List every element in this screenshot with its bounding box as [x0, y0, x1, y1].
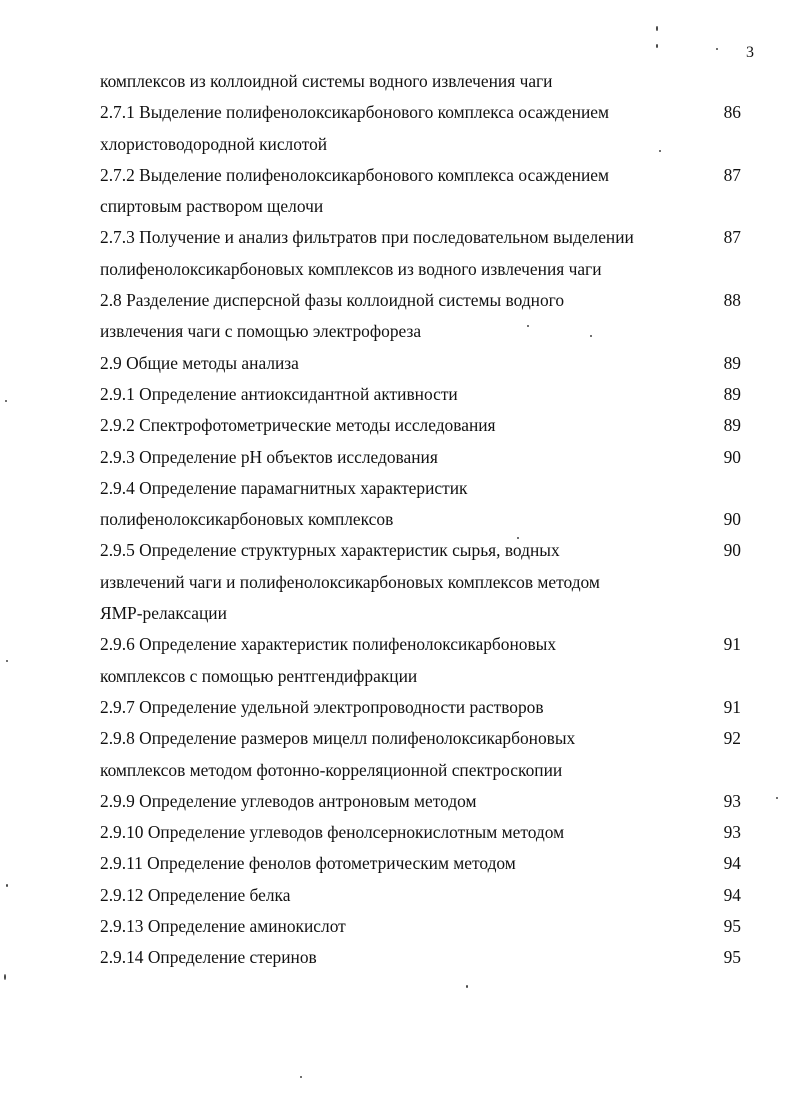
toc-entry-page: 89 [723, 383, 741, 404]
toc-entry-text: 2.9.10 Определение углеводов фенолсернокислотным методом [100, 822, 565, 843]
toc-entry-page: 91 [723, 696, 741, 717]
toc-line [100, 410, 750, 441]
toc-line [100, 848, 750, 879]
toc-line [100, 160, 750, 191]
toc-line [100, 880, 750, 911]
toc-entry-page: 87 [723, 164, 741, 185]
toc-entry-page: 94 [723, 853, 741, 874]
toc-line [100, 661, 750, 692]
toc-entry-text: 2.8 Разделение дисперсной фазы коллоидной системы водного [100, 290, 565, 311]
toc-entry-page: 89 [723, 415, 741, 436]
scan-speck [4, 974, 6, 980]
toc-entry-text: 2.9.11 Определение фенолов фотометрическим методом [100, 853, 516, 874]
toc-entry-text: 2.9.8 Определение размеров мицелл полифенолоксикарбоновых [100, 728, 576, 749]
scan-speck [590, 335, 592, 337]
toc-line [100, 598, 750, 629]
toc-entry-text: 2.7.3 Получение и анализ фильтратов при последовательном выделении [100, 227, 634, 248]
toc-line [100, 911, 750, 942]
toc-line [100, 629, 750, 660]
scan-speck [6, 884, 8, 887]
toc-entry-text: извлечений чаги и полифенолоксикарбоновых комплексов методом [100, 571, 600, 592]
toc-entry-text: 2.9.1 Определение антиоксидантной активности [100, 383, 458, 404]
toc-entry-page: 95 [723, 916, 741, 937]
toc-entry-page: 91 [723, 634, 741, 655]
toc-line [100, 316, 750, 347]
toc-entry-text: 2.9.5 Определение структурных характеристик сырья, водных [100, 540, 560, 561]
toc-entry-page: 89 [723, 352, 741, 373]
scan-speck [656, 26, 658, 31]
toc-entry-text: комплексов из коллоидной системы водного извлечения чаги [100, 71, 553, 91]
toc-entry-page: 93 [723, 790, 741, 811]
toc-line [100, 222, 750, 253]
scan-speck [659, 150, 661, 152]
toc-line [100, 817, 750, 848]
toc-entry-page: 93 [723, 822, 741, 843]
toc-entry-page: 87 [723, 227, 741, 248]
toc-line [100, 97, 750, 128]
toc-entry-text: комплексов с помощью рентгендифракции [100, 665, 418, 686]
toc-entry-text: 2.9.7 Определение удельной электропроводности растворов [100, 696, 544, 717]
toc-line [100, 755, 750, 786]
toc-line [100, 473, 750, 504]
toc-line [100, 442, 750, 473]
toc-line [100, 66, 750, 97]
toc-entry-text: 2.9.2 Спектрофотометрические методы исследования [100, 415, 496, 436]
toc-entry-text: комплексов методом фотонно-корреляционной спектроскопии [100, 759, 563, 780]
toc-entry-page: 92 [723, 728, 741, 749]
toc-entry-page: 88 [723, 290, 741, 311]
table-of-contents [100, 66, 750, 974]
toc-line [100, 379, 750, 410]
toc-line [100, 129, 750, 160]
toc-line [100, 567, 750, 598]
toc-line [100, 692, 750, 723]
scan-speck [527, 325, 529, 327]
toc-entry-text: хлористоводородной кислотой [100, 133, 328, 154]
scan-speck [517, 537, 519, 539]
scan-speck [716, 48, 718, 50]
toc-line [100, 786, 750, 817]
toc-entry-text: 2.7.1 Выделение полифенолоксикарбонового комплекса осаждением [100, 102, 610, 123]
toc-entry-text: полифенолоксикарбоновых комплексов [100, 509, 394, 530]
toc-entry-page: 90 [723, 509, 741, 530]
toc-entry-page: 86 [723, 102, 741, 123]
toc-entry-text: ЯМР-релаксации [100, 603, 227, 624]
toc-entry-text: 2.7.2 Выделение полифенолоксикарбонового комплекса осаждением [100, 164, 610, 185]
page-number: 3 [746, 44, 754, 61]
toc-entry-text: 2.9.6 Определение характеристик полифенолоксикарбоновых [100, 634, 557, 655]
toc-entry-page: 90 [723, 446, 741, 467]
toc-entry-text: 2.9.12 Определение белка [100, 884, 291, 905]
toc-entry-text: 2.9.14 Определение стеринов [100, 947, 317, 968]
toc-entry-page: 94 [723, 884, 741, 905]
scan-speck [776, 797, 778, 799]
scan-speck [5, 400, 7, 402]
toc-line [100, 285, 750, 316]
toc-line [100, 942, 750, 973]
toc-entry-text: спиртовым раствором щелочи [100, 196, 324, 217]
toc-entry-text: 2.9.13 Определение аминокислот [100, 916, 346, 937]
toc-entry-text: 2.9.4 Определение парамагнитных характеристик [100, 477, 468, 498]
toc-entry-text: 2.9 Общие методы анализа [100, 352, 299, 373]
toc-line [100, 254, 750, 285]
scan-speck [6, 660, 8, 662]
toc-entry-text: извлечения чаги с помощью электрофореза [100, 321, 422, 342]
toc-line [100, 504, 750, 535]
toc-line [100, 723, 750, 754]
toc-line [100, 535, 750, 566]
toc-entry-text: 2.9.9 Определение углеводов антроновым методом [100, 790, 477, 811]
toc-line [100, 348, 750, 379]
scan-speck [656, 44, 658, 48]
toc-entry-page: 90 [723, 540, 741, 561]
toc-entry-text: 2.9.3 Определение рН объектов исследования [100, 446, 438, 467]
toc-entry-page: 95 [723, 947, 741, 968]
scan-speck [466, 985, 468, 988]
toc-line [100, 191, 750, 222]
scan-speck [300, 1076, 302, 1078]
toc-entry-text: полифенолоксикарбоновых комплексов из водного извлечения чаги [100, 258, 602, 279]
